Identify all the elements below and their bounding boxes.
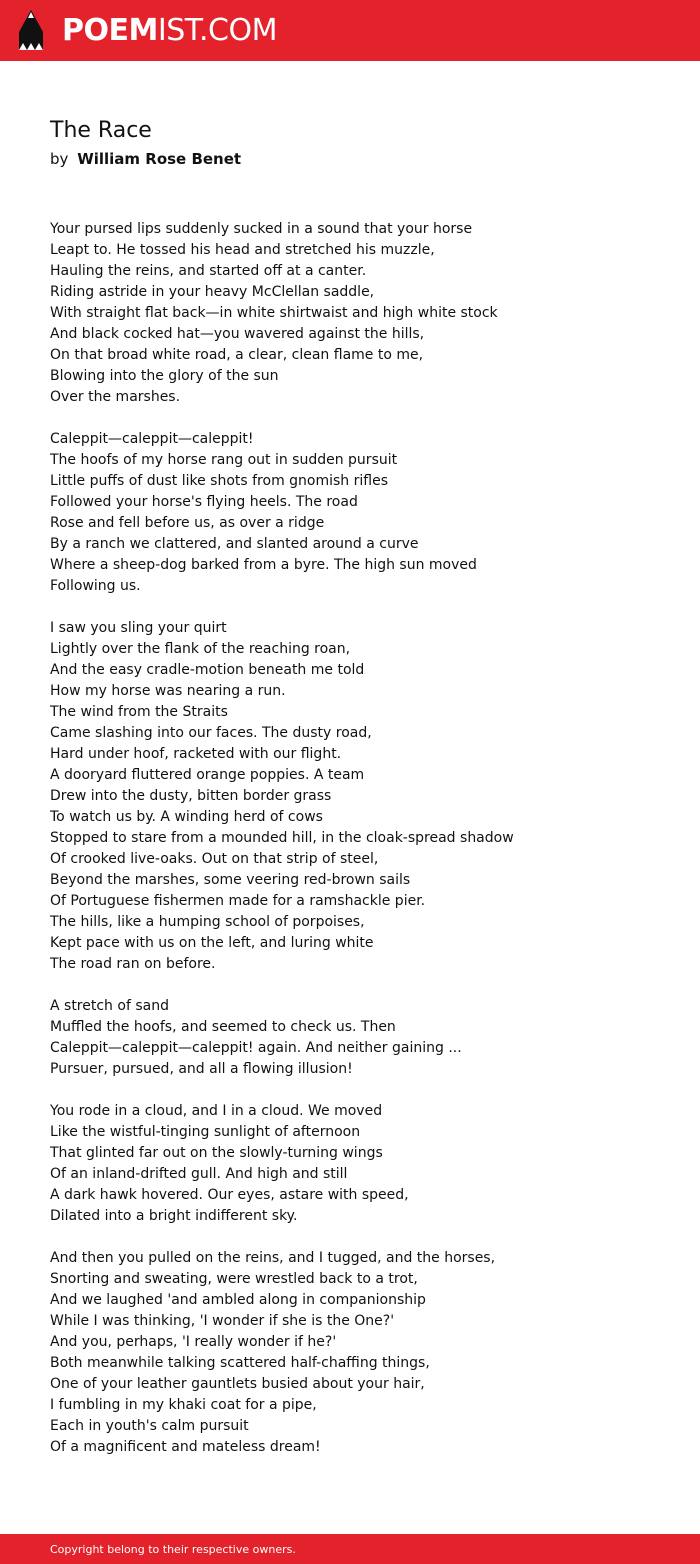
poem-title: The Race [50, 118, 152, 143]
poem-line: I saw you sling your quirt [50, 620, 227, 636]
poem-line: And you, perhaps, 'I really wonder if he?' [50, 1334, 337, 1350]
poem-line: A dooryard fluttered orange poppies. A team [50, 767, 365, 783]
poem-line: And then you pulled on the reins, and I tugged, and the horses, [50, 1250, 496, 1266]
poem-line: Of crooked live-oaks. Out on that strip of steel, [50, 851, 379, 867]
poem-line: Hard under hoof, racketed with our flight. [50, 746, 342, 762]
pencil-icon[interactable] [18, 10, 44, 52]
poem-line: The hoofs of my horse rang out in sudden pursuit [50, 452, 398, 468]
poem-body [50, 219, 670, 1458]
poem-line: Where a sheep-dog barked from a byre. The high sun moved [50, 557, 477, 573]
site-footer [0, 1534, 700, 1564]
poem-line: I fumbling in my khaki coat for a pipe, [50, 1397, 317, 1413]
stanza-break [50, 408, 670, 429]
poem-line: Drew into the dusty, bitten border grass [50, 788, 332, 804]
poem-line: Pursuer, pursued, and all a flowing illusion! [50, 1061, 353, 1077]
copyright-text: Copyright belong to their respective owners. [50, 1543, 296, 1556]
poem-line: By a ranch we clattered, and slanted around a curve [50, 536, 419, 552]
logo-text-light: IST.COM [157, 13, 277, 48]
poem-line: That glinted far out on the slowly-turning wings [50, 1145, 383, 1161]
poem-line: And the easy cradle-motion beneath me told [50, 662, 365, 678]
poem-line: A dark hawk hovered. Our eyes, astare with speed, [50, 1187, 409, 1203]
poem-line: Dilated into a bright indifferent sky. [50, 1208, 298, 1224]
site-logo[interactable] [62, 12, 277, 50]
author-name: William Rose Benet [77, 150, 242, 168]
poem-line: A stretch of sand [50, 998, 169, 1014]
poem-line: The hills, like a humping school of porpoises, [50, 914, 365, 930]
poem-line: With straight flat back—in white shirtwaist and high white stock [50, 305, 498, 321]
poem-line: And black cocked hat—you wavered against the hills, [50, 326, 425, 342]
poem-line: Over the marshes. [50, 389, 181, 405]
poem-line: And we laughed 'and ambled along in companionship [50, 1292, 426, 1308]
poem-line: Both meanwhile talking scattered half-chaffing things, [50, 1355, 430, 1371]
poem-byline [50, 148, 241, 170]
poem-line: Following us. [50, 578, 141, 594]
poem-line: Of a magnificent and mateless dream! [50, 1439, 321, 1455]
poem-line: Followed your horse's flying heels. The road [50, 494, 358, 510]
poem-line: Rose and fell before us, as over a ridge [50, 515, 325, 531]
poem-line: Came slashing into our faces. The dusty road, [50, 725, 372, 741]
poem-line: Lightly over the flank of the reaching roan, [50, 641, 351, 657]
poem-line: Kept pace with us on the left, and luring white [50, 935, 374, 951]
poem-line: Caleppit—caleppit—caleppit! [50, 431, 254, 447]
poem-line: Snorting and sweating, were wrestled back to a trot, [50, 1271, 418, 1287]
by-label: by [50, 150, 69, 168]
poem-line: Blowing into the glory of the sun [50, 368, 279, 384]
stanza-break [50, 597, 670, 618]
poem-line: You rode in a cloud, and I in a cloud. We moved [50, 1103, 383, 1119]
poem-line: The road ran on before. [50, 956, 216, 972]
poem-line: Like the wistful-tinging sunlight of afternoon [50, 1124, 361, 1140]
stanza-break [50, 1227, 670, 1248]
poem-line: Muffled the hoofs, and seemed to check us. Then [50, 1019, 396, 1035]
poem-line: One of your leather gauntlets busied about your hair, [50, 1376, 425, 1392]
poem-line: Of an inland-drifted gull. And high and still [50, 1166, 348, 1182]
poem-line: Caleppit—caleppit—caleppit! again. And neither gaining ... [50, 1040, 462, 1056]
poem-line: Beyond the marshes, some veering red-brown sails [50, 872, 411, 888]
poem-line: Stopped to stare from a mounded hill, in the cloak-spread shadow [50, 830, 514, 846]
poem-line: To watch us by. A winding herd of cows [50, 809, 323, 825]
poem-line: Your pursed lips suddenly sucked in a sound that your horse [50, 221, 473, 237]
poem-line: On that broad white road, a clear, clean flame to me, [50, 347, 424, 363]
stanza-break [50, 1080, 670, 1101]
poem-line: The wind from the Straits [50, 704, 228, 720]
stanza-break [50, 975, 670, 996]
poem-line: Little puffs of dust like shots from gnomish rifles [50, 473, 388, 489]
poem-line: Each in youth's calm pursuit [50, 1418, 249, 1434]
poem-line: Riding astride in your heavy McClellan saddle, [50, 284, 375, 300]
poem-line: Leapt to. He tossed his head and stretched his muzzle, [50, 242, 435, 258]
poem-line: Of Portuguese fishermen made for a ramshackle pier. [50, 893, 426, 909]
poem-line: While I was thinking, 'I wonder if she is the One?' [50, 1313, 395, 1329]
poem-line: Hauling the reins, and started off at a canter. [50, 263, 367, 279]
poem-line: How my horse was nearing a run. [50, 683, 286, 699]
site-header [0, 0, 700, 61]
logo-text-bold: POEM [62, 13, 158, 48]
